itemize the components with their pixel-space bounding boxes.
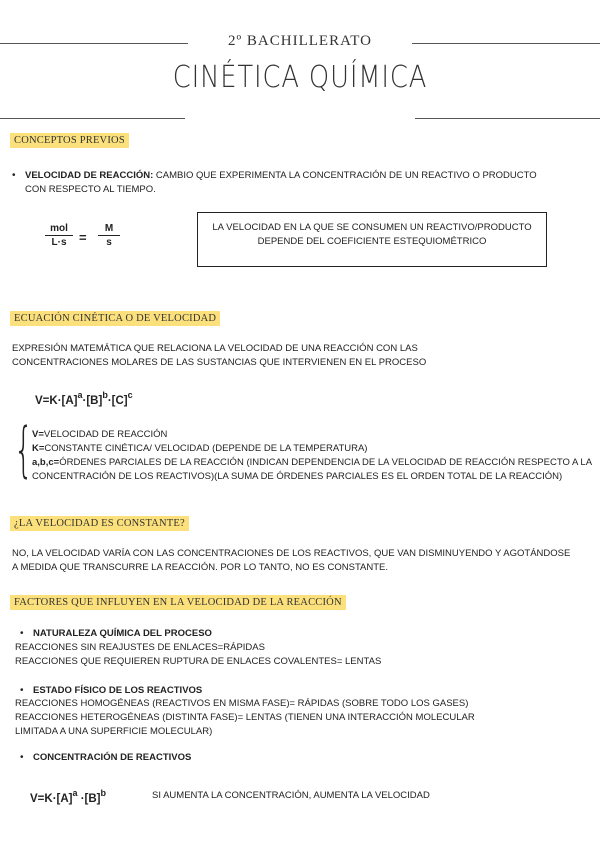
def-k-label: K=: [32, 443, 45, 454]
def-k-text: CONSTANTE CINÉTICA/ VELOCIDAD (DEPENDE DE LA TEMPERATURA): [44, 443, 368, 454]
factor-3-text: SI AUMENTA LA CONCENTRACIÓN, AUMENTA LA VELOCIDAD: [152, 790, 430, 801]
fraction-bar: [98, 235, 120, 236]
page-title: CINÉTICA QUÍMICA: [172, 60, 428, 95]
stoichiometry-note-box: [197, 212, 547, 267]
def-v: [32, 428, 167, 442]
def-abc-text: ÓRDENES PARCIALES DE LA REACCIÓN (INDICAN DEPENDENCIA DE LA VELOCIDAD DE REACCIÓN RESPECTO A LA: [59, 457, 593, 468]
factor-2-title: ESTADO FÍSICO DE LOS REACTIVOS: [33, 685, 203, 696]
units-den-2: s: [106, 237, 112, 248]
units-den-1: L·s: [51, 237, 67, 248]
constante-text-1: NO, LA VELOCIDAD VARÍA CON LAS CONCENTRACIONES DE LOS REACTIVOS, QUE VAN DISMINUYENDO Y AGOTÁNDOSE: [12, 548, 571, 559]
f3-exp-b: b: [100, 788, 107, 798]
rate-law-formula: [35, 390, 133, 407]
factor-1-line-2: REACCIONES QUE REQUIEREN RUPTURA DE ENLACES COVALENTES= LENTAS: [15, 656, 382, 667]
box-line-1: LA VELOCIDAD EN LA QUE SE CONSUMEN UN REACTIVO/PRODUCTO: [212, 222, 532, 233]
factor-3-title: CONCENTRACIÓN DE REACTIVOS: [33, 752, 192, 763]
velocidad-text-1: CAMBIO QUE EXPERIMENTA LA CONCENTRACIÓN DE UN REACTIVO O PRODUCTO: [155, 170, 537, 181]
exp-b: b: [102, 390, 108, 400]
factor-2-line-1: REACCIONES HOMOGÉNEAS (REACTIVOS EN MISMA FASE)= RÁPIDAS (SOBRE TODO LOS GASES): [15, 698, 469, 709]
formula-base: V=K·[A]: [35, 395, 78, 407]
velocidad-text-2: CON RESPECTO AL TIEMPO.: [25, 184, 156, 195]
def-abc-text-2: CONCENTRACIÓN DE LOS REACTIVOS)(LA SUMA DE ÓRDENES PARCIALES ES EL ORDEN TOTAL DE LA REACCIÓN): [32, 471, 563, 482]
title-rule-right: [415, 118, 600, 119]
bullet-dot: •: [20, 752, 24, 763]
bullet-dot: •: [12, 170, 16, 181]
def-v-label: V=: [32, 429, 44, 440]
def-k: [32, 442, 367, 456]
bullet-dot: •: [20, 628, 24, 639]
velocidad-definition: [25, 169, 537, 183]
grade-label: 2º BACHILLERATO: [228, 33, 372, 49]
units-equals: =: [79, 230, 87, 245]
fraction-bar: [45, 235, 73, 236]
f3-mid-b: ·[B]: [77, 793, 101, 805]
title-rule-left: [0, 118, 185, 119]
bullet-dot: •: [20, 685, 24, 696]
f3-formula-base: V=K·[A]: [30, 793, 73, 805]
f3-exp-a: a: [72, 788, 78, 798]
ecuacion-text-1: EXPRESIÓN MATEMÁTICA QUE RELACIONA LA VELOCIDAD DE UNA REACCIÓN CON LAS: [12, 343, 418, 354]
velocidad-label: VELOCIDAD DE REACCIÓN:: [25, 170, 154, 181]
ecuacion-text-2: CONCENTRACIONES MOLARES DE LAS SUSTANCIAS QUE INTERVIENEN EN EL PROCESO: [12, 357, 427, 368]
formula-mid-c: ·[C]: [107, 395, 128, 407]
def-abc: [32, 456, 592, 470]
box-line-2: DEPENDE DEL COEFICIENTE ESTEQUIOMÉTRICO: [257, 236, 487, 247]
section-heading-conceptos: CONCEPTOS PREVIOS: [10, 133, 129, 148]
concentration-formula: [30, 788, 106, 805]
section-heading-ecuacion: ECUACIÓN CINÉTICA O DE VELOCIDAD: [10, 311, 220, 326]
def-v-text: VELOCIDAD DE REACCIÓN: [43, 429, 168, 440]
units-fraction-2: [98, 223, 120, 248]
factor-2-line-3: LIMITADA A UNA SUPERFICIE MOLECULAR): [15, 726, 213, 737]
factor-1-line-1: REACCIONES SIN REAJUSTES DE ENLACES=RÁPIDAS: [15, 642, 265, 653]
section-heading-factores: FACTORES QUE INFLUYEN EN LA VELOCIDAD DE LA REACCIÓN: [10, 595, 346, 610]
section-heading-constante: ¿LA VELOCIDAD ES CONSTANTE?: [10, 516, 189, 531]
formula-mid-b: ·[B]: [82, 395, 103, 407]
units-num-2: M: [104, 223, 114, 234]
units-num-1: mol: [50, 223, 68, 234]
factor-1-title: NATURALEZA QUÍMICA DEL PROCESO: [33, 628, 212, 639]
left-brace-icon: {: [14, 415, 34, 485]
exp-a: a: [77, 390, 83, 400]
factor-2-line-2: REACCIONES HETEROGÉNEAS (DISTINTA FASE)= LENTAS (TIENEN UNA INTERACCIÓN MOLECULAR: [15, 712, 475, 723]
exp-c: c: [127, 390, 133, 400]
units-fraction-1: [45, 223, 73, 248]
constante-text-2: A MEDIDA QUE TRANSCURRE LA REACCIÓN. POR LO TANTO, NO ES CONSTANTE.: [12, 562, 389, 573]
def-abc-label: a,b,c=: [32, 457, 60, 468]
